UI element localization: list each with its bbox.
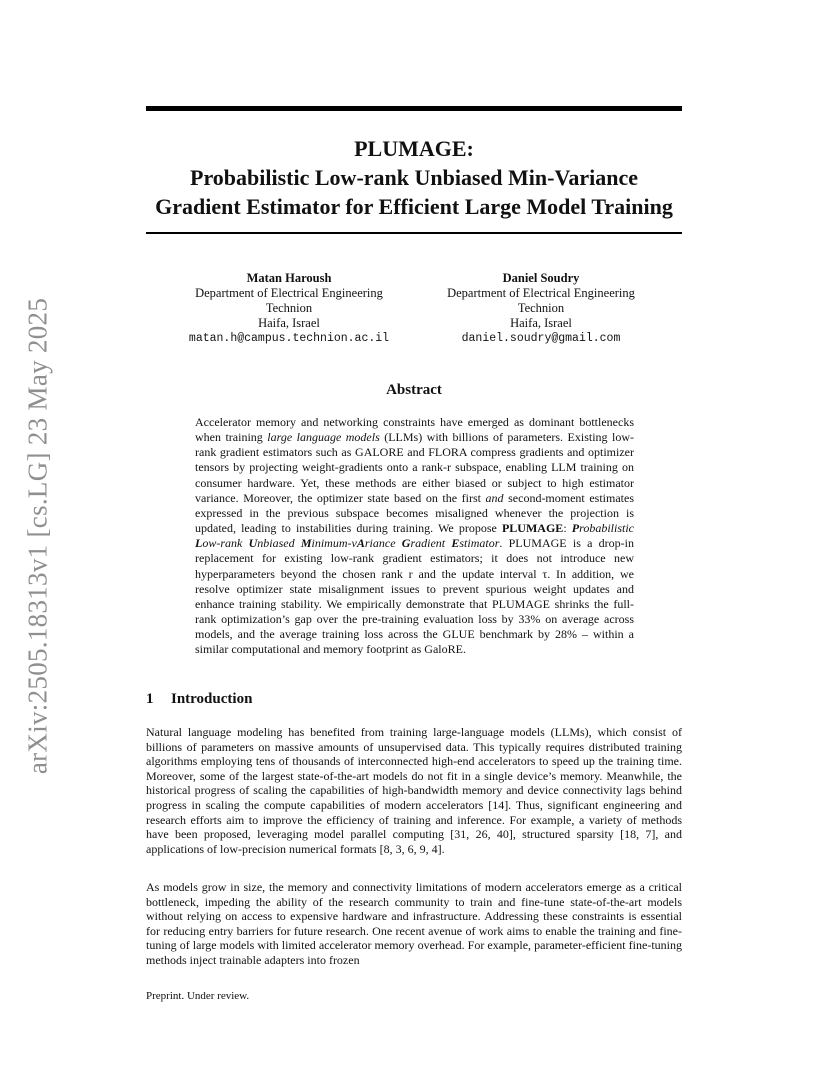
expansion-initial: G	[401, 536, 411, 551]
author-name: Daniel Soudry	[502, 271, 580, 285]
expansion-initial: U	[248, 536, 258, 551]
expansion-rest: robabilistic	[579, 521, 634, 536]
title-top-rule	[146, 106, 682, 111]
abstract-text-part: Accelerator memory and networking constraints have emerged as dominant bottlenecks when training	[195, 415, 634, 445]
author-department: Department of Electrical Engineering	[447, 286, 635, 300]
expansion-rest: radient	[410, 536, 452, 551]
section-number: 1	[146, 691, 154, 707]
author-block-1	[178, 271, 400, 346]
expansion-initial: A	[356, 536, 365, 551]
title-line-3: Gradient Estimator for Efficient Large Model Training	[155, 194, 673, 219]
expansion-initial: L	[195, 536, 203, 551]
intro-paragraph-2: As models grow in size, the memory and connectivity limitations of modern accelerators emerge as a critical bottleneck, impeding the ability of the research community to train and fine-tune state-of-the-art models without relying on access to expensive hardware and infrastructure. Addressing these constraints is essential for reducing entry barriers for future research. One recent avenue of work aims to enable the training and fine-tuning of large models with limited accelerator memory overhead. For example, parameter-efficient fine-tuning methods inject trainable adapters into frozen	[146, 880, 682, 967]
paper-title	[146, 134, 682, 221]
title-line-1: PLUMAGE:	[354, 136, 474, 161]
abstract-text	[195, 415, 634, 658]
expansion-rest: nbiased	[257, 536, 301, 551]
abstract-text-part: :	[563, 521, 572, 536]
preprint-footer: Preprint. Under review.	[146, 990, 250, 1002]
author-block-2	[428, 271, 654, 346]
abstract-italic-term: large language models	[267, 430, 380, 445]
author-location: Haifa, Israel	[510, 316, 572, 330]
expansion-rest: stimator	[459, 536, 500, 551]
author-institution: Technion	[517, 301, 565, 315]
expansion-initial: E	[451, 536, 460, 551]
section-title: Introduction	[171, 691, 253, 707]
title-bottom-rule	[146, 232, 682, 234]
author-institution: Technion	[265, 301, 313, 315]
author-location: Haifa, Israel	[258, 316, 320, 330]
abstract-italic-term: and	[485, 490, 504, 505]
title-line-2: Probabilistic Low-rank Unbiased Min-Variance	[190, 165, 638, 190]
abstract-heading: Abstract	[386, 382, 442, 398]
abstract-text-part: (LLMs) with billions of parameters. Existing low-rank gradient estimators such as GALORE and FLORA compress gradients and optimizer tensors by projecting weight-gradients onto a rank-r subspace, enabling LLM training on consumer hardware. Yet, these methods are either biased or subject to high estimator variance. Moreover, the optimizer state based on the first	[195, 430, 634, 505]
expansion-initial: M	[300, 536, 312, 551]
author-email: matan.h@campus.technion.ac.il	[188, 332, 390, 345]
arxiv-identifier-stamp: arXiv:2505.18313v1 [cs.LG] 23 May 2025	[22, 297, 53, 775]
author-email: daniel.soudry@gmail.com	[461, 332, 621, 345]
expansion-initial: P	[571, 521, 580, 536]
section-heading-introduction	[146, 691, 252, 708]
expansion-rest: riance	[364, 536, 402, 551]
abstract-text-part: . PLUMAGE is a drop-in replacement for existing low-rank gradient estimators; it does not introduce new hyperparameters beyond the chosen rank r and the update interval τ. In addition, we resolve optimizer state misalignment issues to prevent spurious weight updates and enhance training stability. We empirically demonstrate that PLUMAGE shrinks the full-rank optimization’s gap over the pre-training evaluation loss by 33% on average across models, and the average training loss across the GLUE benchmark by 28% – within a similar computational and memory footprint as GaloRE.	[195, 536, 634, 657]
abstract-text-part: second-moment estimates expressed in the previous subspace becomes misaligned whenever the projection is updated, leading to instabilities during training. We propose	[195, 490, 634, 536]
intro-paragraph-1: Natural language modeling has benefited from training large-language models (LLMs), which consist of billions of parameters on massive amounts of unsupervised data. This typically requires distributed training algorithms employing tens of thousands of interconnected high-end accelerators to speed up the training time. Moreover, some of the largest state-of-the-art models do not fit in a single device’s memory. Meanwhile, the historical progress of scaling the capabilities of high-bandwidth memory and device connectivity lags behind progress in scaling the compute capabilities of modern accelerators [14]. Thus, significant engineering and research efforts aim to improve the efficiency of training and inference. For example, a variety of methods have been proposed, leveraging model parallel computing [31, 26, 40], structured sparsity [18, 7], and applications of low-precision numerical formats [8, 3, 6, 9, 4].	[146, 725, 682, 856]
expansion-rest: ow-rank	[202, 536, 249, 551]
method-name: PLUMAGE	[501, 521, 564, 536]
author-department: Department of Electrical Engineering	[195, 286, 383, 300]
expansion-rest: inimum-v	[311, 536, 357, 551]
author-name: Matan Haroush	[246, 271, 332, 285]
